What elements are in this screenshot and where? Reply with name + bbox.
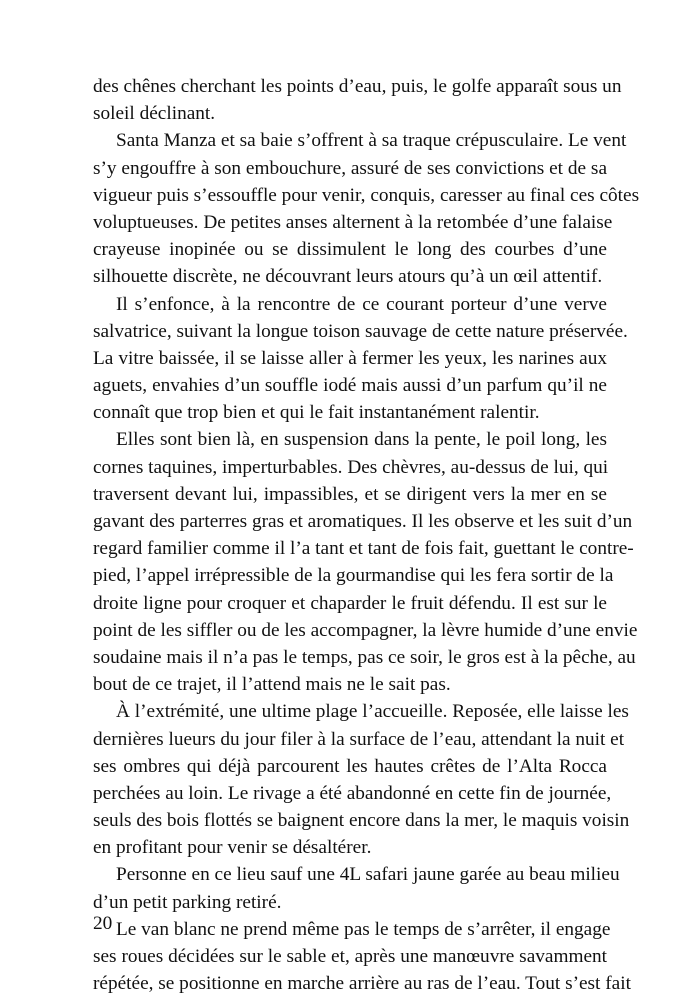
text-line: droite ligne pour croquer et chaparder le fruit défendu. Il est sur le [93,592,607,614]
text-line: d’un petit parking retiré. [93,891,282,913]
text-line: cornes taquines, imperturbables. Des chèvres, au-dessus de lui, qui [93,456,609,478]
text-line: ses roues décidées sur le sable et, après une manœuvre savamment [93,946,607,967]
text-line: crayeuse inopinée ou se dissimulent le long des courbes d’une [93,239,607,261]
text-line: Santa Manza et sa baie s’offrent à sa traque crépusculaire. Le vent [116,130,627,152]
text-line: Il s’enfonce, à la rencontre de ce courant porteur d’une verve [116,293,607,315]
page-body-text [93,73,640,997]
text-line: dernières lueurs du jour filer à la surface de l’eau, attendant la nuit et [93,728,625,750]
text-line: aguets, envahies d’un souffle iodé mais aussi d’un parfum qu’il ne [93,375,607,397]
text-line: répétée, se positionne en marche arrière au ras de l’eau. Tout s’est fait [93,973,631,995]
paragraph [93,73,622,127]
paragraph [93,861,620,915]
paragraph [93,916,631,997]
text-line: regard familier comme il l’a tant et tant de fois fait, guettant le contre- [93,538,634,560]
page-number: 20 [93,913,113,934]
text-line: s’y engouffre à son embouchure, assuré de ses convictions et de sa [93,157,607,179]
text-line: À l’extrémité, une ultime plage l’accueille. Reposée, elle laisse les [116,701,629,723]
paragraph [93,698,630,861]
text-line: salvatrice, suivant la longue toison sauvage de cette nature préservée. [93,320,628,342]
text-line: ses ombres qui déjà parcourent les hautes crêtes de l’Alta Rocca [93,755,607,777]
text-line: Elles sont bien là, en suspension dans la pente, le poil long, les [116,429,607,451]
text-line: soleil déclinant. [93,103,216,125]
text-line: seuls des bois flottés se baignent encore dans la mer, le maquis voisin [93,810,630,832]
text-line: vigueur puis s’essouffle pour venir, conquis, caresser au final ces côtes [93,184,640,206]
text-line: Personne en ce lieu sauf une 4L safari jaune garée au beau milieu [116,864,620,886]
text-line: La vitre baissée, il se laisse aller à fermer les yeux, les narines aux [93,347,607,369]
paragraph [93,291,628,427]
text-line: perchées au loin. Le rivage a été abandonné en cette fin de journée, [93,782,612,804]
text-line: voluptueuses. De petites anses alternent à la retombée d’une falaise [93,211,613,233]
text-line: soudaine mais il n’a pas le temps, pas ce soir, le gros est à la pêche, au [93,646,636,668]
paragraph [93,127,640,290]
text-line: en profitant pour venir se désaltérer. [93,837,372,859]
text-line: Le van blanc ne prend même pas le temps de s’arrêter, il engage [116,918,611,940]
text-line: point de les siffler ou de les accompagner, la lèvre humide d’une envie [93,619,638,641]
text-line: connaît que trop bien et qui le fait instantanément ralentir. [93,402,540,424]
text-line: pied, l’appel irrépressible de la gourmandise qui les fera sortir de la [93,565,614,587]
text-line: bout de ce trajet, il l’attend mais ne le sait pas. [93,674,451,696]
paragraph [93,426,638,698]
text-line: silhouette discrète, ne découvrant leurs atours qu’à un œil attentif. [93,266,603,288]
text-line: traversent devant lui, impassibles, et se dirigent vers la mer en se [93,483,607,505]
text-line: gavant des parterres gras et aromatiques. Il les observe et les suit d’un [93,511,633,532]
text-line: des chênes cherchant les points d’eau, puis, le golfe apparaît sous un [93,76,622,97]
